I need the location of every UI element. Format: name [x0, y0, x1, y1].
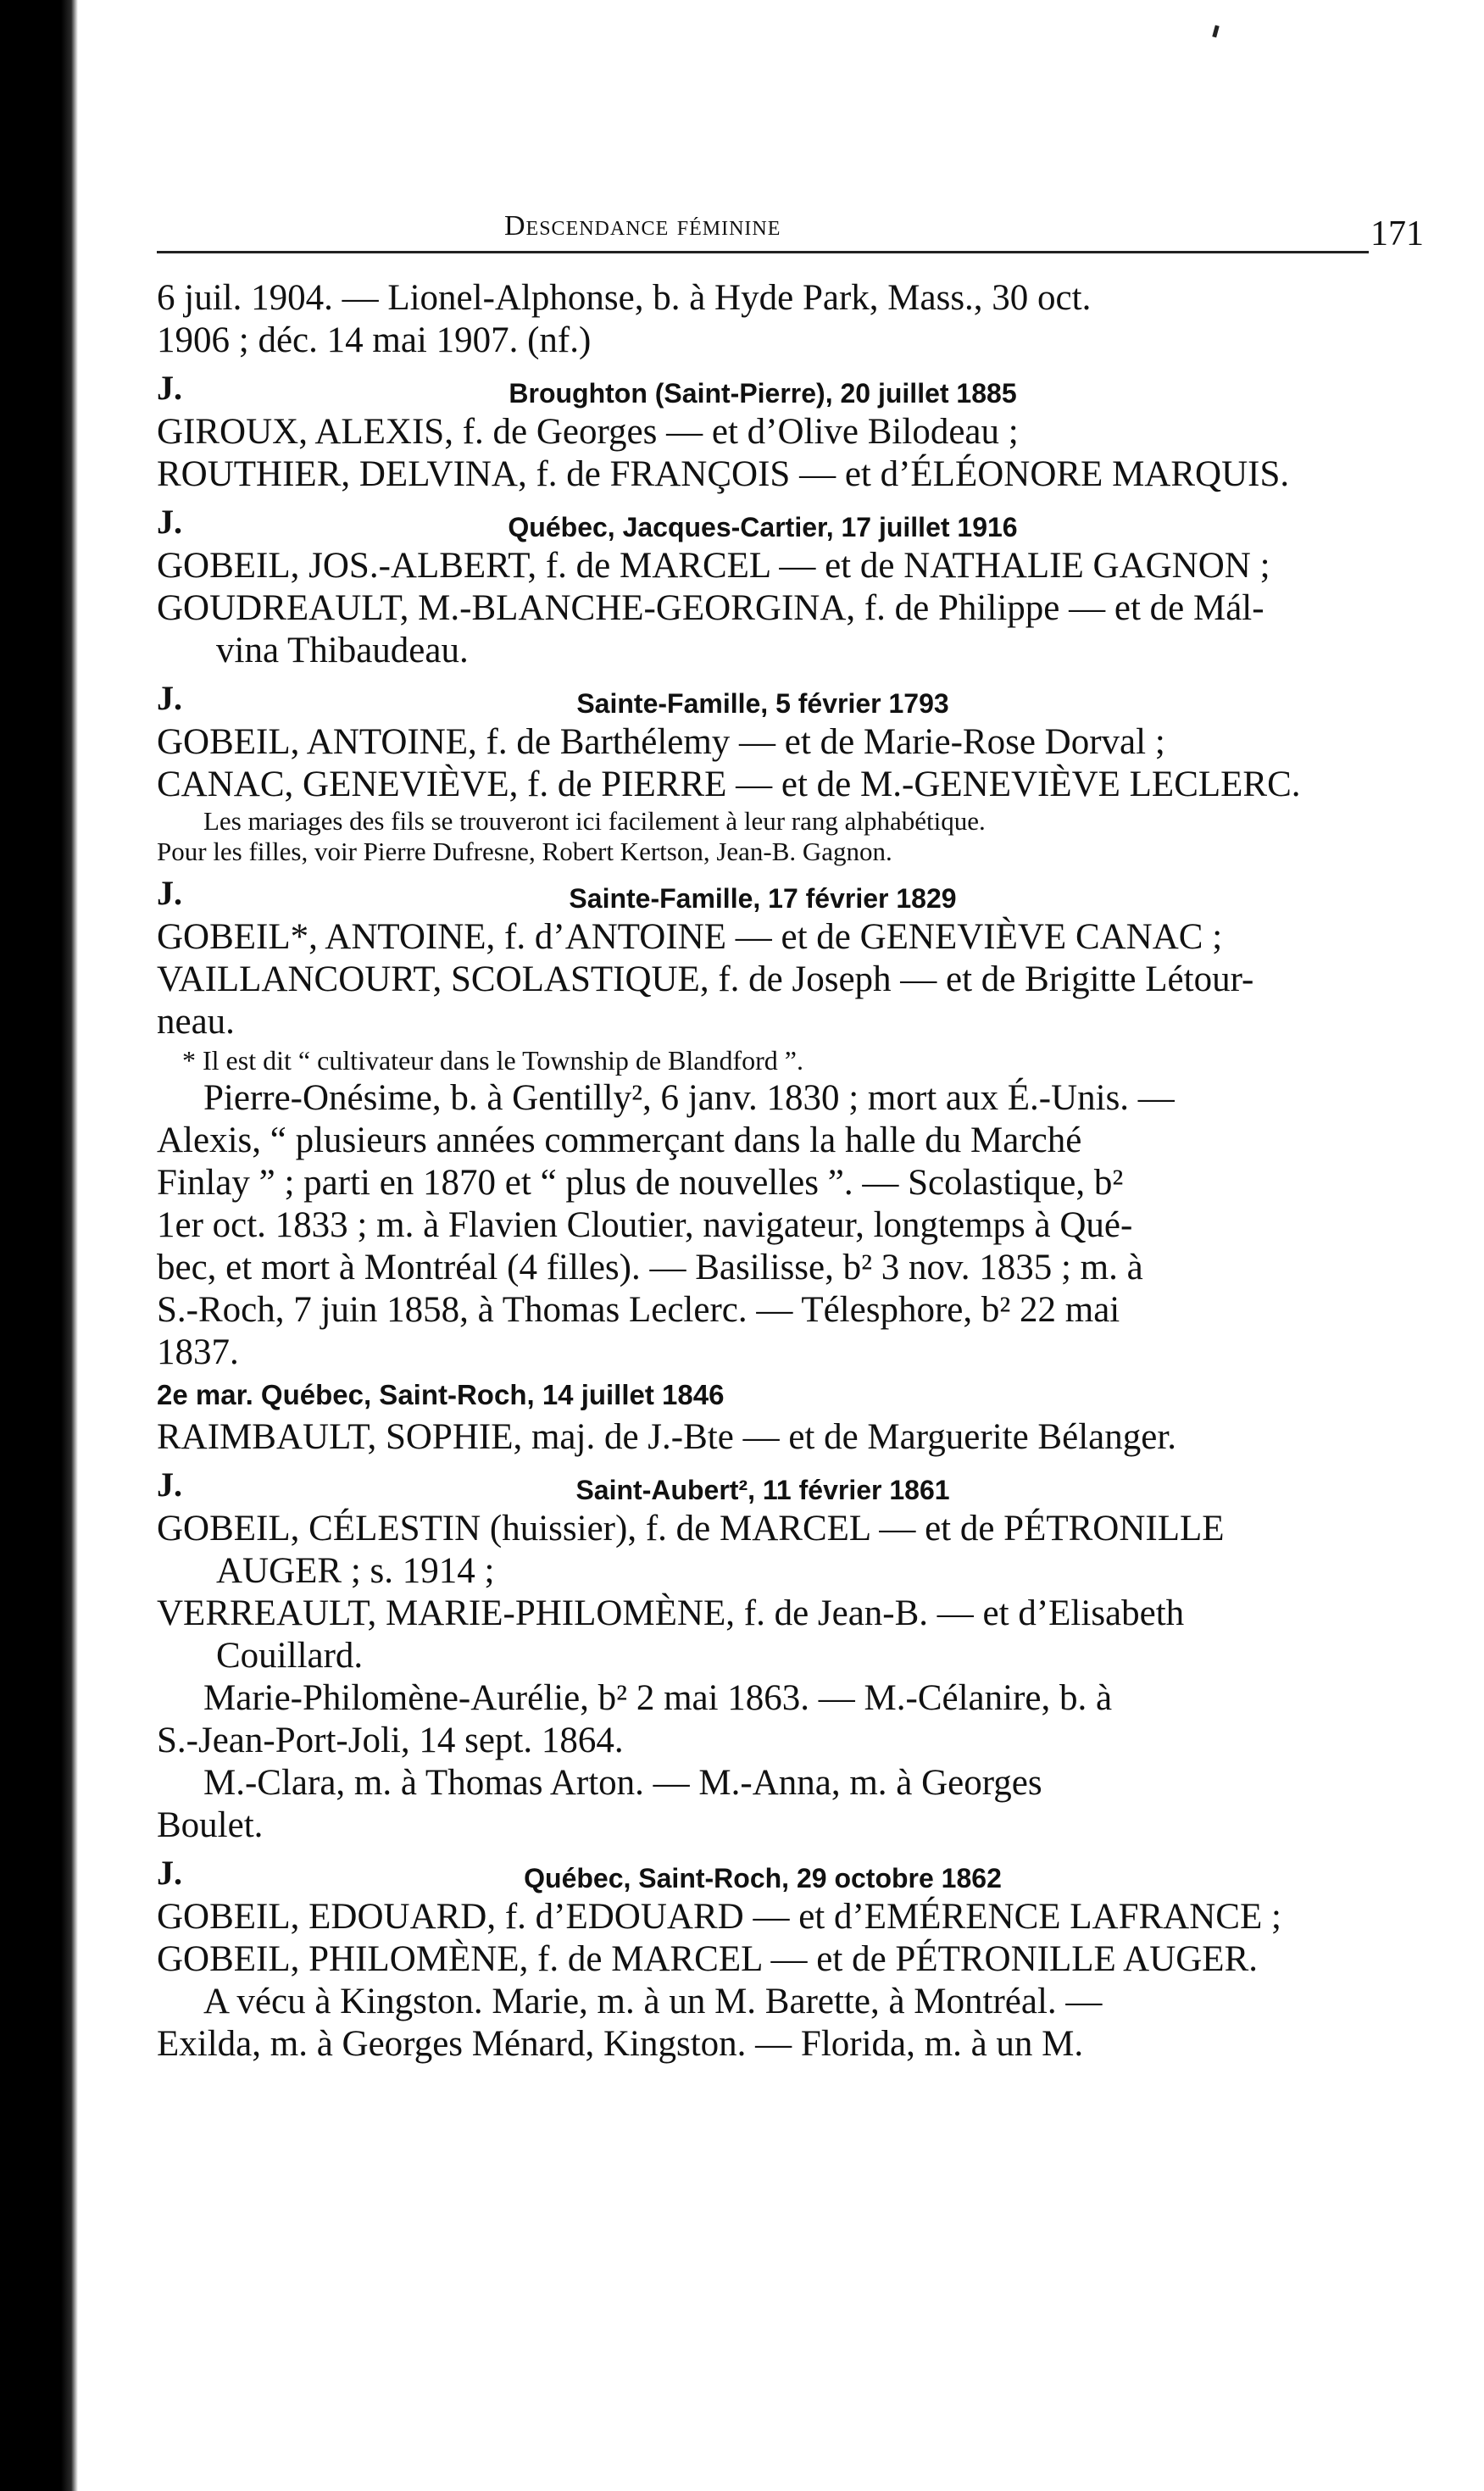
marriage-heading: [157, 1852, 1369, 1896]
text-line: GOBEIL, JOS.-ALBERT, f. de MARCEL — et de NATHALIE GAGNON ;: [157, 546, 1270, 586]
continuation-line: AUGER ; s. 1914 ;: [216, 1551, 495, 1591]
document-page: [106, 161, 1424, 2066]
text-line: Exilda, m. à Georges Ménard, Kingston. — Florida, m. à un M.: [157, 2024, 1084, 2064]
text-line: 6 juil. 1904. — Lionel-Alphonse, b. à Hyde Park, Mass., 30 oct.: [157, 278, 1092, 318]
child-list-line: M.-Clara, m. à Thomas Arton. — M.-Anna, m. à Georges: [203, 1763, 1042, 1803]
scan-mark: [1212, 25, 1219, 38]
text-line: 1837.: [157, 1332, 239, 1372]
text-line: VERREAULT, MARIE-PHILOMÈNE, f. de Jean-B. — et d’Elisabeth: [157, 1593, 1185, 1633]
marriage-place-date: Québec, Saint-Roch, 29 octobre 1862: [524, 1863, 1002, 1893]
text-line: Alexis, “ plusieurs années commerçant dans la halle du Marché: [157, 1120, 1082, 1160]
marriage-label: J.: [157, 1465, 182, 1504]
marriage-label: J.: [157, 369, 182, 407]
marriage-heading: [157, 367, 1369, 411]
child-list-line: Marie-Philomène-Aurélie, b² 2 mai 1863. — M.-Célanire, b. à: [203, 1678, 1113, 1718]
second-marriage-heading: 2e mar. Québec, Saint-Roch, 14 juillet 1846: [157, 1379, 725, 1410]
marriage-place-date: Saint-Aubert², 11 février 1861: [575, 1475, 950, 1505]
text-line: S.-Jean-Port-Joli, 14 sept. 1864.: [157, 1721, 624, 1760]
text-line: CANAC, GENEVIÈVE, f. de PIERRE — et de M.-GENEVIÈVE LECLERC.: [157, 765, 1301, 804]
continuation-line: Couillard.: [216, 1636, 364, 1676]
text-line: VAILLANCOURT, SCOLASTIQUE, f. de Joseph — et de Brigitte Létour-: [157, 959, 1254, 999]
marriage-heading: [157, 1464, 1369, 1508]
marriage-place-date: Sainte-Famille, 17 février 1829: [569, 883, 957, 914]
text-line: 1906 ; déc. 14 mai 1907. (nf.): [157, 320, 592, 360]
text-line: GOBEIL, EDOUARD, f. d’EDOUARD — et d’EMÉRENCE LAFRANCE ;: [157, 1897, 1281, 1937]
text-line: GOBEIL, PHILOMÈNE, f. de MARCEL — et de PÉTRONILLE AUGER.: [157, 1939, 1259, 1979]
child-list-line: A vécu à Kingston. Marie, m. à un M. Barette, à Montréal. —: [203, 1982, 1103, 2021]
text-line: S.-Roch, 7 juin 1858, à Thomas Leclerc. — Télesphore, b² 22 mai: [157, 1290, 1120, 1330]
page-header: [106, 161, 1424, 253]
marriage-heading: [157, 872, 1369, 916]
marriage-heading: [157, 501, 1369, 545]
text-line: GIROUX, ALEXIS, f. de Georges — et d’Olive Bilodeau ;: [157, 412, 1019, 452]
text-line: 1er oct. 1833 ; m. à Flavien Cloutier, navigateur, longtemps à Qué-: [157, 1205, 1133, 1245]
note-line: Les mariages des fils se trouveront ici facilement à leur rang alphabétique.: [203, 806, 986, 836]
text-line: Boulet.: [157, 1805, 264, 1845]
text-line: neau.: [157, 1002, 235, 1042]
text-line: GOUDREAULT, M.-BLANCHE-GEORGINA, f. de Philippe — et de Mál-: [157, 588, 1264, 628]
marriage-label: J.: [157, 874, 182, 912]
child-list-line: Pierre-Onésime, b. à Gentilly², 6 janv. 1830 ; mort aux É.-Unis. —: [203, 1078, 1175, 1118]
note-line: Pour les filles, voir Pierre Dufresne, Robert Kertson, Jean-B. Gagnon.: [157, 837, 892, 866]
marriage-label: J.: [157, 679, 182, 717]
continuation-line: vina Thibaudeau.: [216, 631, 469, 670]
text-line: ROUTHIER, DELVINA, f. de FRANÇOIS — et d’ÉLÉONORE MARQUIS.: [157, 454, 1290, 494]
text-line: Finlay ” ; parti en 1870 et “ plus de nouvelles ”. — Scolastique, b²: [157, 1163, 1124, 1203]
text-line: GOBEIL*, ANTOINE, f. d’ANTOINE — et de GENEVIÈVE CANAC ;: [157, 917, 1223, 957]
running-title: Descendance féminine: [504, 210, 781, 242]
genealogy-entries: [157, 277, 1369, 2066]
marriage-place-date: Broughton (Saint-Pierre), 20 juillet 1885: [509, 378, 1017, 409]
text-line: bec, et mort à Montréal (4 filles). — Basilisse, b² 3 nov. 1835 ; m. à: [157, 1248, 1143, 1287]
footnote-line: * Il est dit “ cultivateur dans le Township de Blandford ”.: [182, 1045, 803, 1076]
text-line: GOBEIL, ANTOINE, f. de Barthélemy — et de Marie-Rose Dorval ;: [157, 722, 1165, 762]
marriage-label: J.: [157, 503, 182, 541]
marriage-place-date: Québec, Jacques-Cartier, 17 juillet 1916: [508, 512, 1018, 542]
text-line: GOBEIL, CÉLESTIN (huissier), f. de MARCEL — et de PÉTRONILLE: [157, 1509, 1225, 1549]
text-line: RAIMBAULT, SOPHIE, maj. de J.-Bte — et de Marguerite Bélanger.: [157, 1417, 1177, 1457]
marriage-heading: [157, 677, 1369, 721]
book-spine-shadow: [0, 0, 78, 2491]
header-rule: [157, 251, 1369, 253]
marriage-label: J.: [157, 1854, 182, 1892]
page-number: 171: [1370, 214, 1424, 253]
marriage-place-date: Sainte-Famille, 5 février 1793: [576, 688, 949, 719]
